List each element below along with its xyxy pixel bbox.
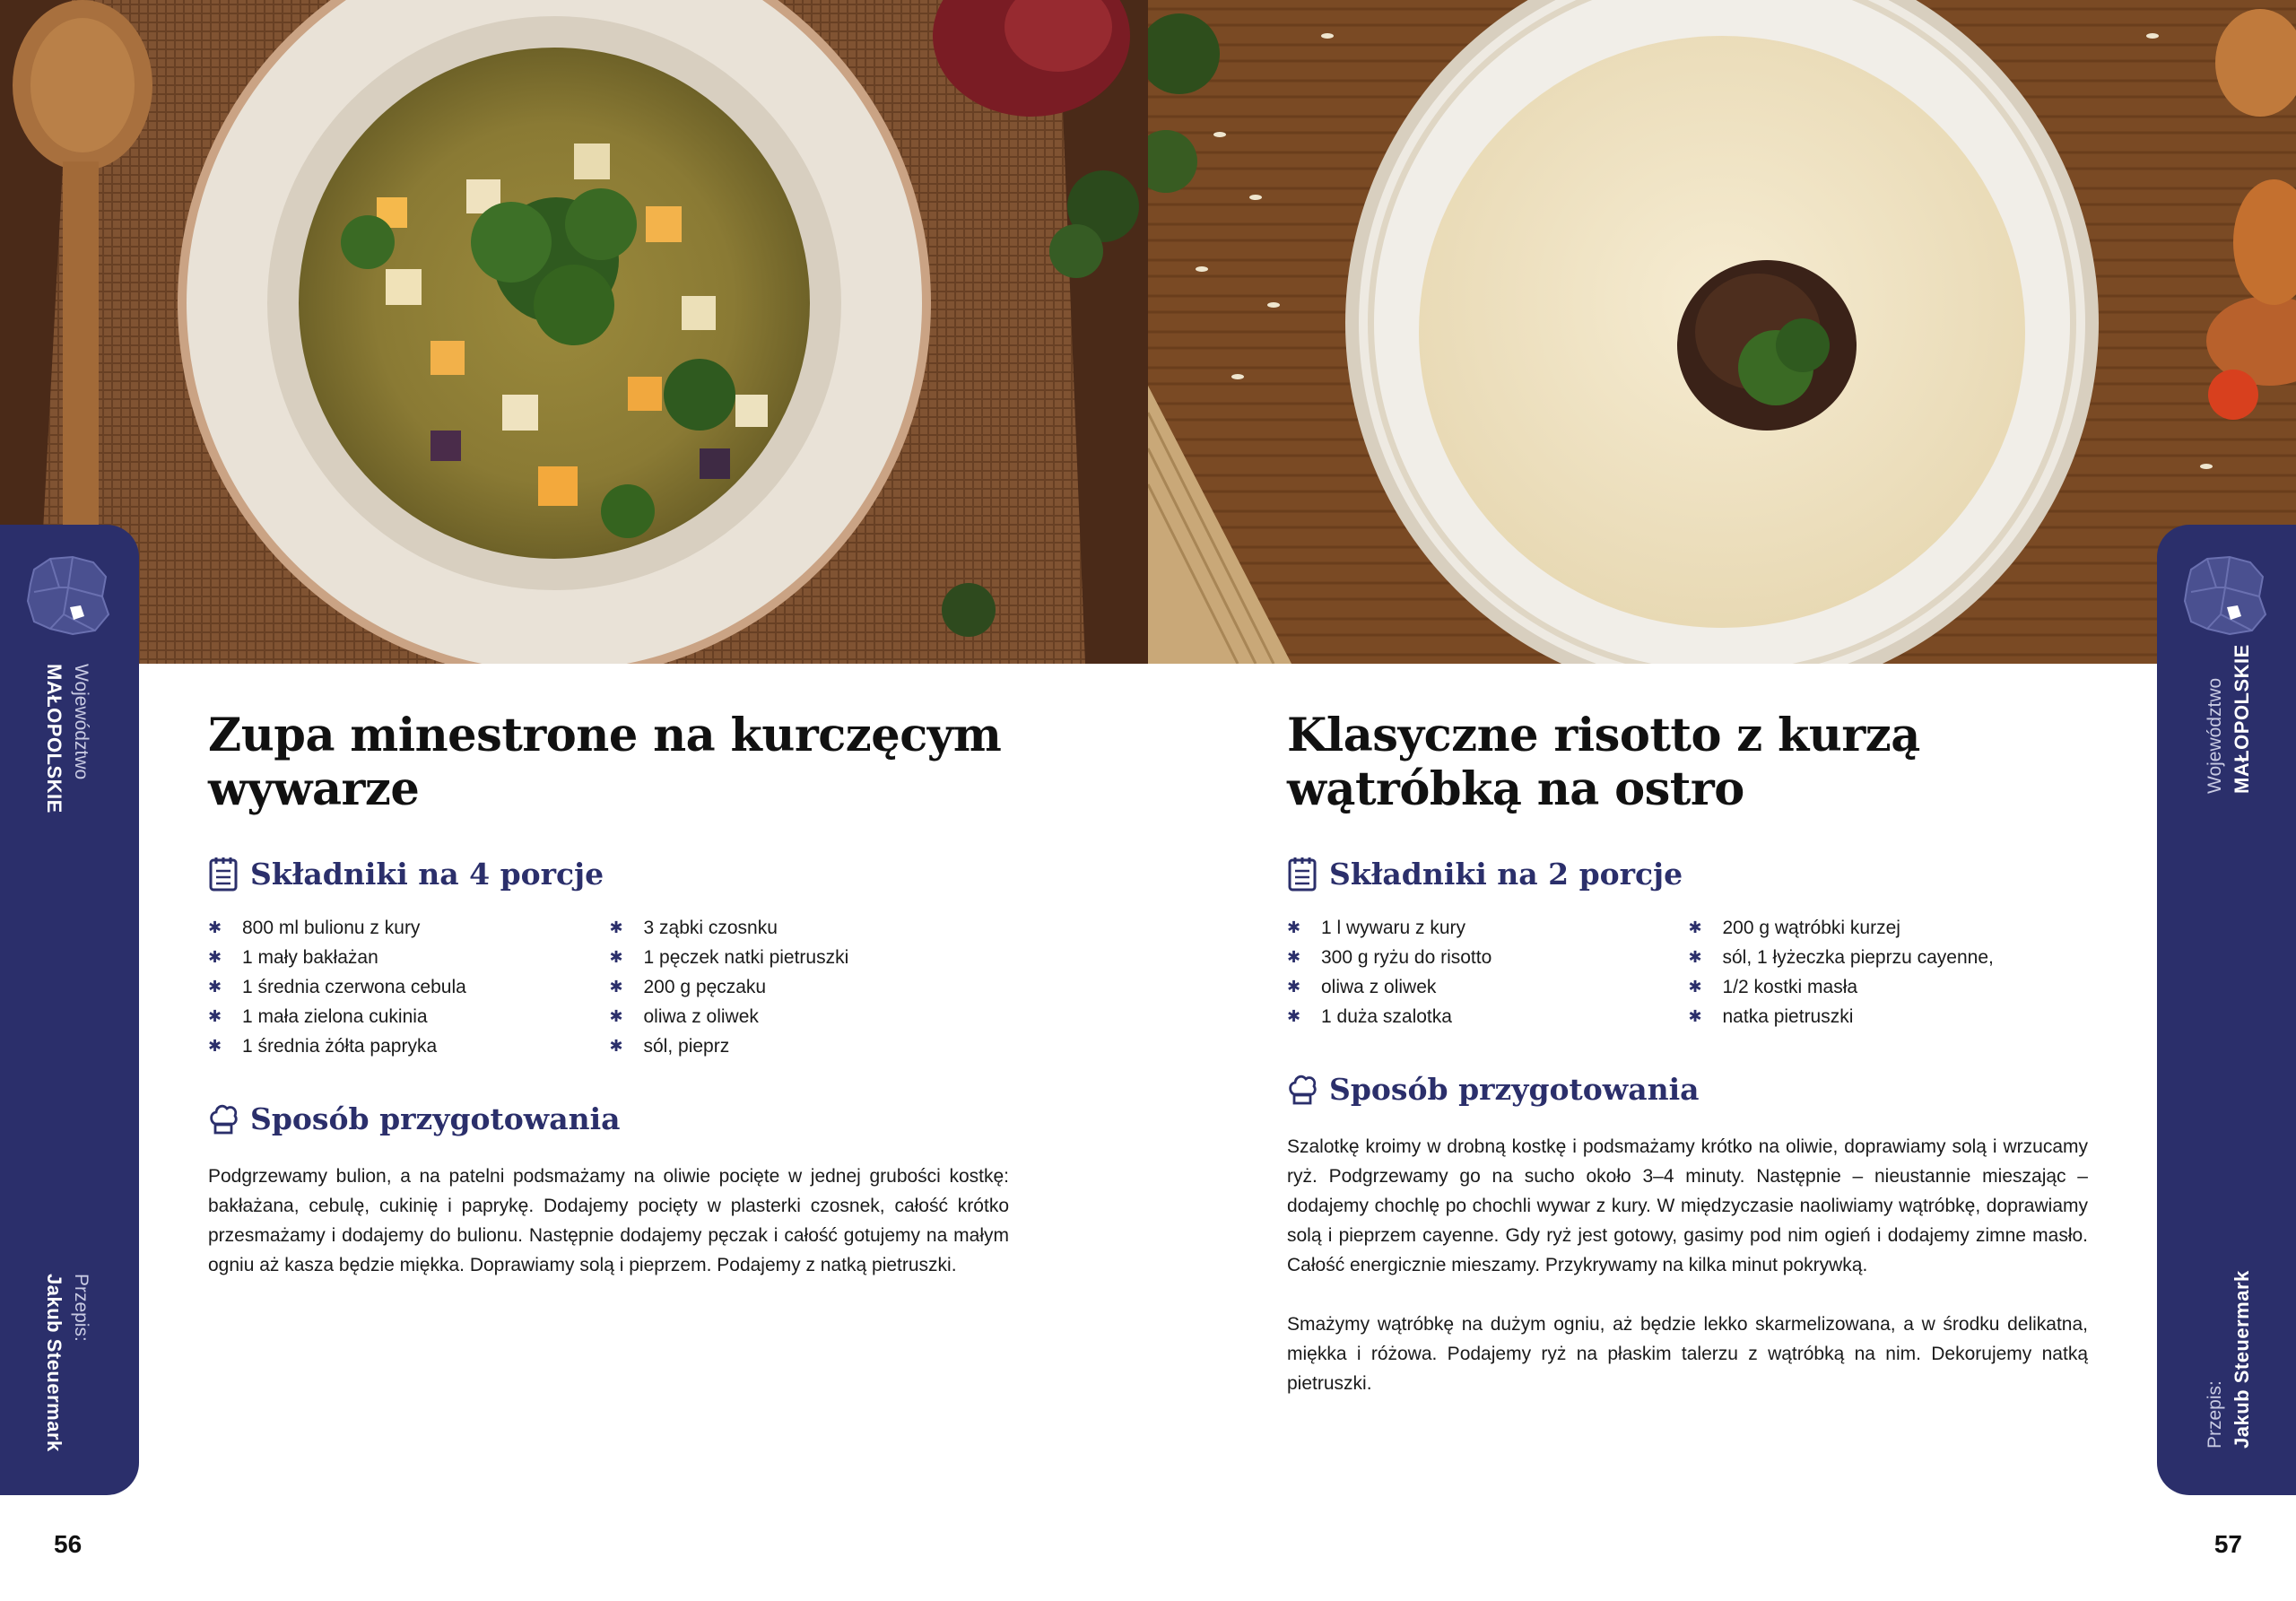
ingredient-item: ✱ sól, pieprz bbox=[610, 1031, 1012, 1061]
minestrone-photo bbox=[0, 0, 1148, 664]
snowflake-bullet-icon: ✱ bbox=[1688, 948, 1702, 966]
poland-map-icon bbox=[2180, 552, 2270, 637]
region-side-tab bbox=[0, 525, 139, 1495]
ingredient-item: ✱ natka pietruszki bbox=[1689, 1002, 2091, 1031]
recipe-title: Klasyczne risotto z kurzą wątróbką na ostro bbox=[1287, 709, 1920, 816]
snowflake-bullet-icon: ✱ bbox=[208, 948, 222, 966]
region-name: MAŁOPOLSKIE bbox=[43, 664, 65, 814]
snowflake-bullet-icon: ✱ bbox=[1688, 918, 1702, 936]
region-side-tab bbox=[2157, 525, 2296, 1495]
snowflake-bullet-icon: ✱ bbox=[609, 1007, 623, 1025]
recipe-title: Zupa minestrone na kurczęcym wywarze bbox=[208, 709, 1002, 816]
snowflake-bullet-icon: ✱ bbox=[609, 948, 623, 966]
ingredient-item: ✱ 200 g wątróbki kurzej bbox=[1689, 913, 2091, 943]
snowflake-bullet-icon: ✱ bbox=[1688, 978, 1702, 996]
ingredient-item: ✱ 1/2 kostki masła bbox=[1689, 972, 2091, 1002]
chef-hat-icon bbox=[208, 1101, 239, 1136]
snowflake-bullet-icon: ✱ bbox=[609, 1037, 623, 1055]
method-paragraph: Szalotkę kroimy w drobną kostkę i podsmażamy krótko na oliwie, doprawiamy solą i wrzucamy ryż. Podgrzewamy go na sucho około 3–4 minuty. Następnie – nieustannie mieszając – dodajemy chochlę po chochli wywar z kury. W międzyczasie naoliwiamy wątróbkę, doprawiamy solą i pieprzem cayenne. Gdy ryż jest gotowy, gasimy pod nim ogień i dodajemy zimne masło. Całość energicznie mieszamy. Przykrywamy na kilka minut pokrywką. bbox=[1287, 1136, 2088, 1275]
right-page bbox=[1148, 0, 2296, 1601]
ingredients-column-1 bbox=[1287, 913, 1689, 1031]
ingredient-item: ✱ 200 g pęczaku bbox=[610, 972, 1012, 1002]
snowflake-bullet-icon: ✱ bbox=[208, 978, 222, 996]
region-label: Województwo bbox=[71, 664, 91, 780]
snowflake-bullet-icon: ✱ bbox=[1287, 918, 1301, 936]
region-label: Województwo bbox=[2205, 677, 2225, 794]
ingredient-item: ✱ 1 średnia żółta papryka bbox=[208, 1031, 610, 1061]
author-vertical bbox=[2202, 1270, 2256, 1449]
snowflake-bullet-icon: ✱ bbox=[1287, 948, 1301, 966]
risotto-photo bbox=[1148, 0, 2296, 664]
ingredients-column-2 bbox=[1689, 913, 2091, 1031]
ingredient-item: ✱ 1 pęczek natki pietruszki bbox=[610, 943, 1012, 972]
notepad-icon bbox=[208, 856, 239, 892]
method-title: Sposób przygotowania bbox=[1329, 1071, 1700, 1107]
ingredient-item: ✱ 1 l wywaru z kury bbox=[1287, 913, 1689, 943]
method-paragraph: Podgrzewamy bulion, a na patelni podsmażamy na oliwie pocięte w jednej grubości kostkę: bakłażana, cebulę, cukinię i paprykę. Dodajemy pocięty w plasterki czosnek, całość krótko przesmażamy i dodajemy do bulionu. Następnie dodajemy pęczak i całość gotujemy na małym ogniu aż kasza będzie miękka. Doprawiamy solą i pieprzem. Podajemy z natką pietruszki. bbox=[208, 1166, 1009, 1275]
method-paragraph: Smażymy wątróbkę na dużym ogniu, aż będzie lekko skarmelizowana, a w środku delikatna, miękka i różowa. Podajemy ryż na płaskim talerzu z wątróbką na nim. Dekorujemy natką pietruszki. bbox=[1287, 1314, 2088, 1394]
page-number: 57 bbox=[2213, 1530, 2242, 1558]
author-label: Przepis: bbox=[71, 1274, 91, 1342]
ingredients-title: Składniki na 4 porcje bbox=[250, 856, 604, 892]
ingredient-item: ✱ 300 g ryżu do risotto bbox=[1287, 943, 1689, 972]
author-label: Przepis: bbox=[2205, 1380, 2225, 1449]
ingredient-item: ✱ oliwa z oliwek bbox=[610, 1002, 1012, 1031]
snowflake-bullet-icon: ✱ bbox=[609, 918, 623, 936]
ingredient-item: ✱ 1 średnia czerwona cebula bbox=[208, 972, 610, 1002]
region-label-vertical bbox=[40, 664, 94, 814]
method-heading bbox=[1287, 1071, 2090, 1107]
ingredient-item: ✱ sól, 1 łyżeczka pieprzu cayenne, bbox=[1689, 943, 2091, 972]
notepad-icon bbox=[1287, 856, 1318, 892]
snowflake-bullet-icon: ✱ bbox=[1287, 978, 1301, 996]
chef-hat-icon bbox=[1287, 1071, 1318, 1107]
recipe-content bbox=[208, 709, 1011, 1280]
ingredients-heading bbox=[208, 856, 1011, 892]
snowflake-bullet-icon: ✱ bbox=[208, 918, 222, 936]
ingredient-item: ✱ 1 duża szalotka bbox=[1287, 1002, 1689, 1031]
ingredient-item: ✱ 800 ml bulionu z kury bbox=[208, 913, 610, 943]
author-name: Jakub Steuermark bbox=[2231, 1270, 2253, 1449]
page-number: 56 bbox=[54, 1530, 83, 1558]
snowflake-bullet-icon: ✱ bbox=[1287, 1007, 1301, 1025]
ingredient-item: ✱ oliwa z oliwek bbox=[1287, 972, 1689, 1002]
ingredients-list bbox=[1287, 913, 2090, 1031]
snowflake-bullet-icon: ✱ bbox=[609, 978, 623, 996]
snowflake-bullet-icon: ✱ bbox=[208, 1037, 222, 1055]
author-vertical bbox=[40, 1274, 94, 1452]
ingredients-heading bbox=[1287, 856, 2090, 892]
region-name: MAŁOPOLSKIE bbox=[2231, 644, 2253, 794]
ingredient-item: ✱ 1 mała zielona cukinia bbox=[208, 1002, 610, 1031]
ingredient-item: ✱ 3 ząbki czosnku bbox=[610, 913, 1012, 943]
snowflake-bullet-icon: ✱ bbox=[208, 1007, 222, 1025]
poland-map-icon bbox=[23, 552, 113, 637]
region-label-vertical bbox=[2202, 644, 2256, 794]
method-title: Sposób przygotowania bbox=[250, 1101, 621, 1136]
ingredients-title: Składniki na 2 porcje bbox=[1329, 856, 1683, 892]
ingredients-column-2 bbox=[610, 913, 1012, 1061]
ingredients-list bbox=[208, 913, 1011, 1061]
ingredients-column-1 bbox=[208, 913, 610, 1061]
snowflake-bullet-icon: ✱ bbox=[1688, 1007, 1702, 1025]
author-name: Jakub Steuermark bbox=[43, 1274, 65, 1452]
method-heading bbox=[208, 1101, 1011, 1136]
ingredient-item: ✱ 1 mały bakłażan bbox=[208, 943, 610, 972]
recipe-content bbox=[1287, 709, 2090, 1398]
